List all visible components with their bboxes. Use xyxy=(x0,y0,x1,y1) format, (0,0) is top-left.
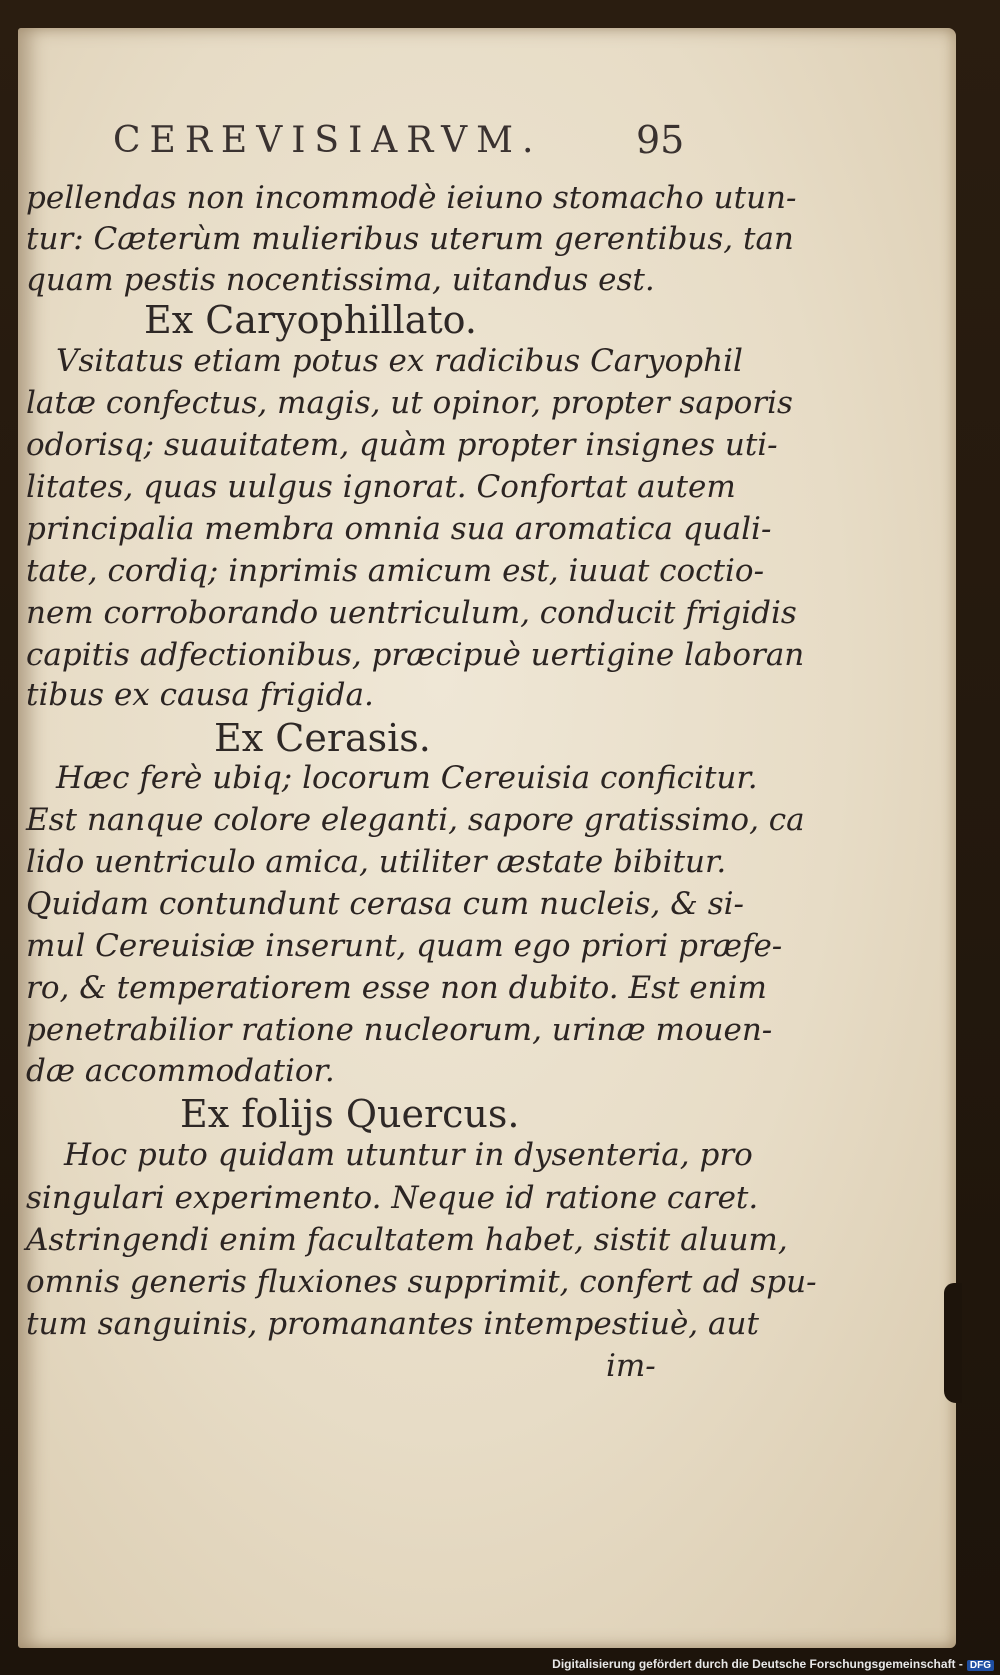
text-line: Quidam contundunt cerasa cum nucleis, & si- xyxy=(26,886,744,922)
text-line: Hæc ferè ubiq; locorum Cereuisia conficitur. xyxy=(56,760,758,796)
text-line: Hoc puto quidam utuntur in dysenteria, pro xyxy=(64,1137,753,1173)
section-heading: Ex Caryophillato. xyxy=(144,298,477,342)
text-line: tate, cordiq; inprimis amicum est, iuuat coctio- xyxy=(26,553,765,589)
text-line: odorisq; suauitatem, quàm propter insignes uti- xyxy=(26,427,778,463)
text-line: capitis adfectionibus, præcipuè uertigine laboran xyxy=(26,637,805,673)
catchword: im- xyxy=(606,1348,656,1384)
text-line: latæ confectus, magis, ut opinor, propter saporis xyxy=(26,385,793,421)
text-line: principalia membra omnia sua aromatica quali- xyxy=(26,511,772,547)
text-line: mul Cereuisiæ inserunt, quam ego priori præfe- xyxy=(26,928,783,964)
text-line: pellendas non incommodè ieiuno stomacho utun- xyxy=(26,180,797,216)
digitization-credit xyxy=(552,1657,994,1671)
page-number: 95 xyxy=(636,118,685,162)
text-line: dæ accommodatior. xyxy=(26,1053,335,1089)
text-line: singulari experimento. Neque id ratione caret. xyxy=(26,1180,759,1216)
text-line: litates, quas uulgus ignorat. Confortat autem xyxy=(26,469,736,505)
text-line: lido uentriculo amica, utiliter æstate bibitur. xyxy=(26,844,727,880)
text-line: tibus ex causa frigida. xyxy=(26,677,374,713)
credit-text: Digitalisierung gefördert durch die Deutsche Forschungsgemeinschaft - xyxy=(552,1657,963,1671)
book-page xyxy=(18,28,956,1648)
text-line: Astringendi enim facultatem habet, sistit aluum, xyxy=(26,1222,788,1258)
running-head: CEREVISIARVM. xyxy=(113,120,543,161)
text-line: quam pestis nocentissima, uitandus est. xyxy=(26,262,655,298)
section-heading: Ex Cerasis. xyxy=(214,716,431,760)
section-heading: Ex folijs Quercus. xyxy=(180,1092,520,1136)
page-text xyxy=(18,28,956,1648)
text-line: omnis generis fluxiones supprimit, confert ad spu- xyxy=(26,1264,817,1300)
text-line: penetrabilior ratione nucleorum, urinæ mouen- xyxy=(26,1012,773,1048)
text-line: Vsitatus etiam potus ex radicibus Caryophil xyxy=(56,343,743,379)
text-line: tum sanguinis, promanantes intempestiuè, aut xyxy=(26,1306,759,1342)
text-line: ro, & temperatiorem esse non dubito. Est enim xyxy=(26,970,767,1006)
text-line: tur: Cæterùm mulieribus uterum gerentibus, tan xyxy=(26,221,794,257)
dfg-logo: DFG xyxy=(967,1660,994,1671)
text-line: Est nanque colore eleganti, sapore gratissimo, ca xyxy=(26,802,805,838)
text-line: nem corroborando uentriculum, conducit frigidis xyxy=(26,595,797,631)
